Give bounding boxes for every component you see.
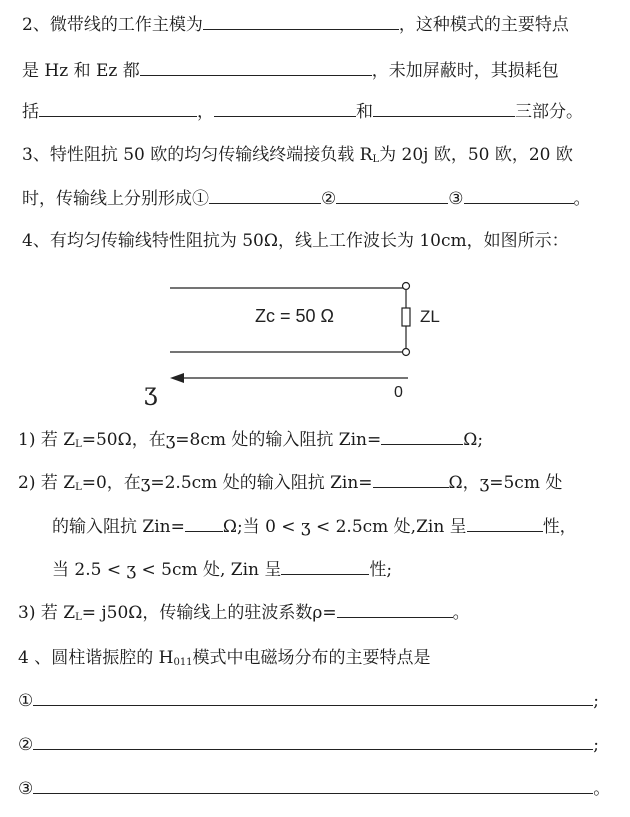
q5-text: 4 、圆柱谐振腔的 H bbox=[18, 648, 174, 668]
q4-text: 。 bbox=[452, 603, 470, 623]
q4-text: 性， bbox=[542, 517, 577, 537]
circled-number: ① bbox=[18, 691, 34, 711]
transmission-line-diagram bbox=[144, 270, 450, 406]
q2-line-1 bbox=[22, 12, 569, 36]
q2-text: ，这种模式的主要特点 bbox=[398, 15, 569, 35]
q4-text: 3) 若 Z bbox=[18, 603, 76, 623]
terminal-bottom bbox=[403, 349, 410, 356]
q5-answer-2 bbox=[18, 732, 599, 756]
answer-blank[interactable] bbox=[33, 776, 593, 794]
answer-blank[interactable] bbox=[464, 186, 574, 204]
q4-text: Ω; bbox=[463, 430, 484, 450]
q2-text: 和 bbox=[356, 102, 373, 122]
q5-text: 模式中电磁场分布的主要特点是 bbox=[192, 648, 431, 668]
q4-text: 4、有均匀传输线特性阻抗为 50Ω，线上工作波长为 10cm，如图所示： bbox=[22, 231, 569, 251]
q4-text: 性; bbox=[369, 560, 393, 580]
q5-intro bbox=[18, 647, 431, 674]
q4-intro bbox=[22, 230, 569, 252]
q4-part-1 bbox=[18, 427, 483, 456]
answer-blank[interactable] bbox=[33, 688, 593, 706]
circled-number: ② bbox=[18, 735, 34, 755]
q2-text: 是 Hz 和 Ez 都 bbox=[22, 61, 140, 81]
q5-answer-1 bbox=[18, 688, 599, 712]
subscript: L bbox=[75, 439, 82, 450]
answer-blank[interactable] bbox=[209, 186, 321, 204]
answer-blank[interactable] bbox=[381, 427, 463, 445]
answer-blank[interactable] bbox=[185, 514, 223, 532]
load-resistor bbox=[402, 308, 410, 326]
q4-text: 2) 若 Z bbox=[18, 473, 76, 493]
q3-text: 3、特性阻抗 50 欧的均匀传输线终端接负载 R bbox=[22, 145, 373, 165]
q4-text: =50Ω，在ʒ=8cm 处的输入阻抗 Zin= bbox=[81, 430, 382, 450]
answer-blank[interactable] bbox=[203, 12, 399, 30]
answer-blank[interactable] bbox=[140, 58, 372, 76]
q3-text: 为 20j 欧，50 欧，20 欧 bbox=[379, 145, 573, 165]
q4-text: =0，在ʒ=2.5cm 处的输入阻抗 Zin= bbox=[81, 473, 373, 493]
q5-answer-3 bbox=[18, 776, 610, 800]
q4-text: Ω;当 0 < ʒ < 2.5cm 处,Zin 呈 bbox=[222, 517, 467, 537]
zc-label: Zc = 50 Ω bbox=[255, 306, 334, 326]
q4-text: Ω，ʒ=5cm 处 bbox=[448, 473, 563, 493]
z-axis-arrow bbox=[170, 373, 184, 383]
answer-blank[interactable] bbox=[373, 470, 449, 488]
q2-text: ， bbox=[197, 102, 214, 122]
q3-line-2 bbox=[22, 186, 591, 210]
circled-number: ③ bbox=[18, 779, 34, 799]
answer-blank[interactable] bbox=[33, 732, 593, 750]
answer-blank[interactable] bbox=[467, 514, 543, 532]
q4-part-2-line-3 bbox=[52, 557, 392, 581]
q2-line-2 bbox=[22, 58, 559, 82]
q3-text: ③ bbox=[448, 189, 464, 209]
q4-text: 的输入阻抗 Zin= bbox=[52, 517, 185, 537]
q4-text: 当 2.5 < ʒ < 5cm 处, Zin 呈 bbox=[52, 560, 282, 580]
answer-blank[interactable] bbox=[39, 99, 197, 117]
q4-text: 1) 若 Z bbox=[18, 430, 76, 450]
q2-text: ，未加屏蔽时，其损耗包 bbox=[371, 61, 559, 81]
q4-part-3 bbox=[18, 600, 470, 629]
subscript: L bbox=[75, 482, 82, 493]
q2-text: 2、微带线的工作主模为 bbox=[22, 15, 203, 35]
answer-blank[interactable] bbox=[337, 600, 453, 618]
q2-line-3 bbox=[22, 99, 583, 123]
terminal-top bbox=[403, 283, 410, 290]
origin-label: 0 bbox=[394, 384, 403, 401]
answer-blank[interactable] bbox=[336, 186, 448, 204]
q2-text: 括 bbox=[22, 102, 39, 122]
subscript: L bbox=[372, 154, 380, 165]
answer-blank[interactable] bbox=[214, 99, 356, 117]
q4-text: = j50Ω，传输线上的驻波系数ρ= bbox=[81, 603, 337, 623]
q2-text: 三部分。 bbox=[515, 102, 583, 122]
q3-text: 时，传输线上分别形成① bbox=[22, 189, 209, 209]
q3-text: ② bbox=[321, 189, 337, 209]
subscript: 011 bbox=[173, 657, 193, 668]
q3-text: 。 bbox=[573, 189, 591, 209]
answer-blank[interactable] bbox=[373, 99, 515, 117]
subscript: L bbox=[75, 612, 82, 623]
q4-part-2 bbox=[18, 470, 562, 499]
answer-blank[interactable] bbox=[281, 557, 369, 575]
z-symbol: ʒ bbox=[144, 378, 158, 406]
q5-text: ; bbox=[593, 735, 599, 755]
zl-label: ZL bbox=[420, 307, 440, 326]
q3-line-1 bbox=[22, 144, 573, 171]
q5-text: ; bbox=[593, 691, 599, 711]
q5-text: 。 bbox=[593, 779, 611, 799]
q4-part-2-line-2 bbox=[52, 514, 577, 538]
